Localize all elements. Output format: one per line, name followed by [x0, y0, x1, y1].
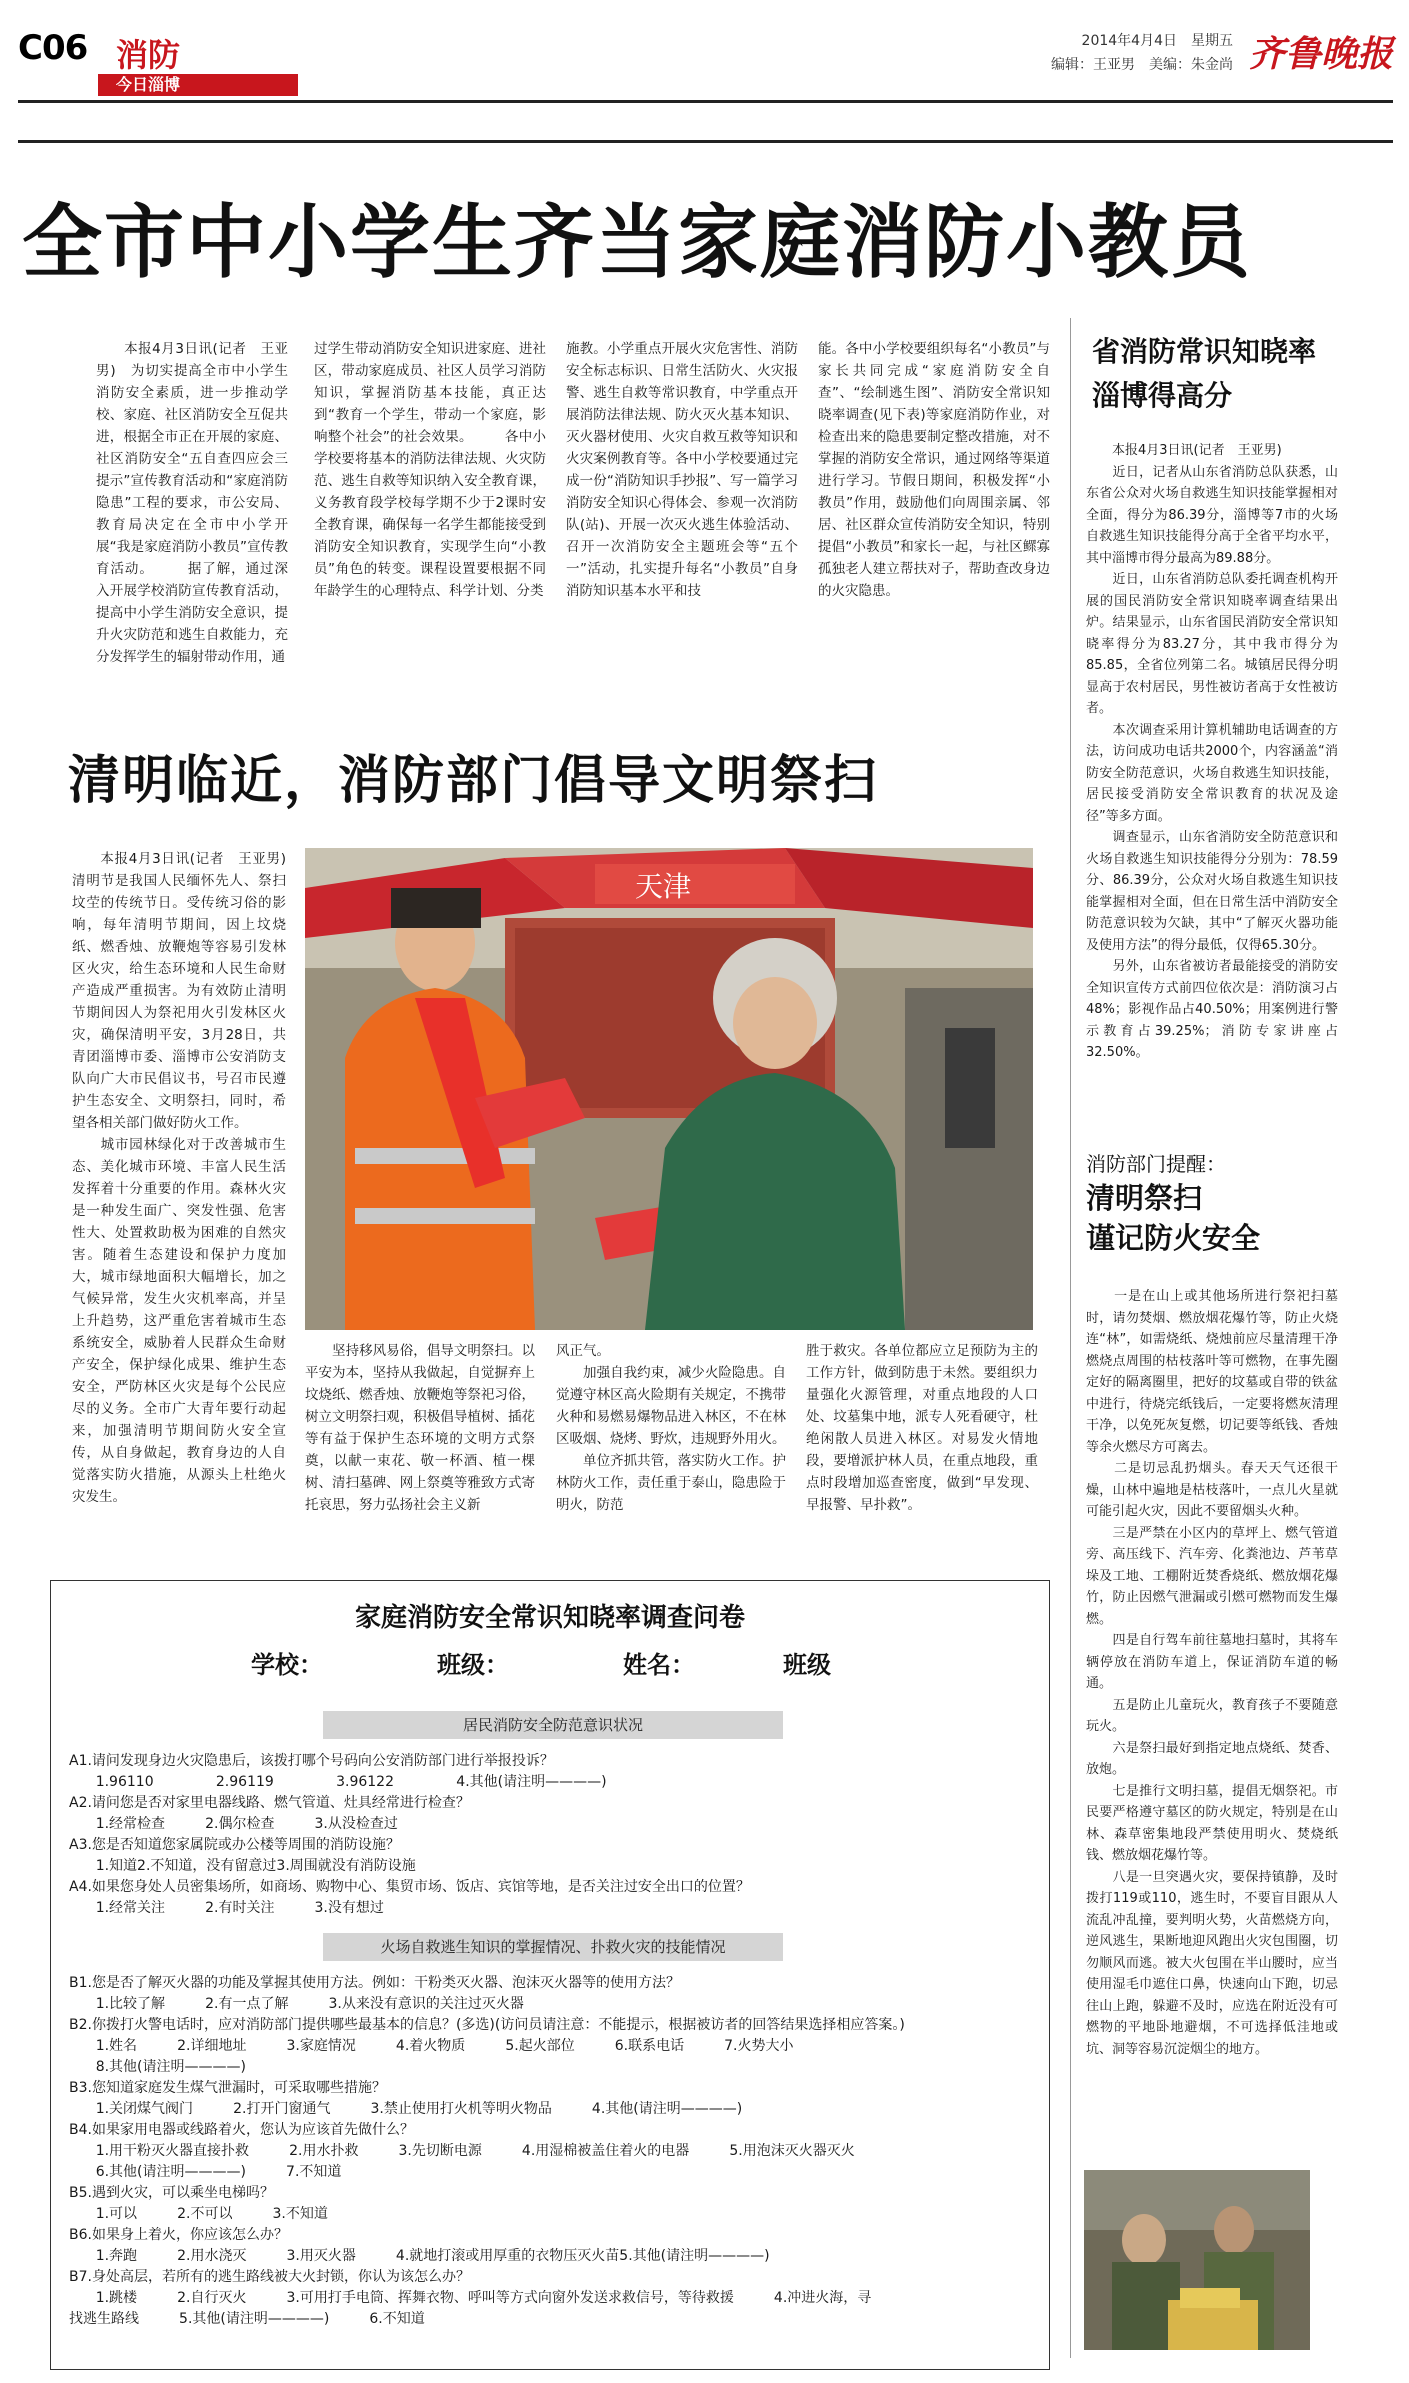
survey-q-b2-opts-2: 8.其他(请注明————) — [69, 2059, 246, 2075]
title-rule — [18, 140, 1393, 143]
article1-col-4: 能。各中小学校要组织每名“小教员”与家长共同完成“家庭消防安全自查”、“绘制逃生图”、消防安全常识知晓率调查(见下表)等家庭消防作业，对检查出来的隐患要制定整改措施，对不掌握的消防安全常识，通过网络等渠道进行学习。节假日期间，积极发挥“小教员”作用，鼓励他们向周围亲属、邻居、社区群众宣传消防安全知识，特别提倡“小教员”和家长一起，与社区鳏寡孤独老人建立帮扶对子，帮助查改身边的火灾隐患。 — [818, 341, 1050, 599]
survey-q-b4-opts: 1.用干粉灭火器直接扑救 2.用水扑救 3.先切断电源 4.用湿棉被盖住着火的电器 5.用泡沫灭火器灭火 — [69, 2143, 855, 2159]
section-name: 消防 — [116, 36, 181, 74]
survey-q-a3-opts: 1.知道2.不知道，没有留意过3.周围就没有消防设施 — [69, 1858, 416, 1874]
main-photo-art — [305, 848, 1033, 1330]
survey-q-b4-opts-2: 6.其他(请注明————) 7.不知道 — [69, 2164, 342, 2180]
headline-2: 清明临近，消防部门倡导文明祭扫 — [68, 751, 879, 811]
survey-q-b6-opts: 1.奔跑 2.用水浇灭 3.用灭火器 4.就地打滚或用厚重的衣物压灭火苗5.其他(请注明————) — [69, 2248, 770, 2264]
article2-lower-col-1: 坚持移风易俗，倡导文明祭扫。以平安为本，坚持从我做起，自觉摒弃上坟烧纸、燃香烛、放鞭炮等祭祀习俗，树立文明祭扫观，积极倡导植树、插花等有益于保护生态环境的文明方式祭奠，以献一束花、敬一杯酒、植一棵树、清扫墓碑、网上祭奠等雅致方式寄托哀思，努力弘扬社会主义新 — [305, 1343, 535, 1513]
tent-banner-text: 天津 — [635, 870, 692, 903]
survey-q-a1-opts: 1.96110 2.96119 3.96122 4.其他(请注明————) — [69, 1774, 607, 1790]
firefighters-photo — [1084, 2170, 1310, 2350]
survey-q-b6: B6.如果身上着火，你应该怎么办？ — [69, 2227, 288, 2243]
survey-q-a1: A1.请问发现身边火灾隐患后，该拨打哪个号码向公安消防部门进行举报投诉？ — [69, 1753, 554, 1769]
survey-section-2-bar: 火场自救逃生知识的掌握情况、扑救火灾的技能情况 — [323, 1933, 783, 1961]
tip-headline-line-1: 清明祭扫 — [1086, 1181, 1203, 1215]
school-label: 学校： — [251, 1651, 323, 1679]
survey-q-b7-opts-2: 找逃生路线 5.其他(请注明————) 6.不知道 — [69, 2311, 425, 2327]
survey-q-b7: B7.身处高层，若所有的逃生路线被大火封锁，你认为该怎么办？ — [69, 2269, 470, 2285]
editors: 编辑：王亚男 美编：朱金尚 — [1051, 57, 1233, 73]
sidebar-headline-line-1: 省消防常识知晓率 — [1092, 335, 1317, 368]
article1-col-3: 施教。小学重点开展火灾危害性、消防安全标志标识、日常生活防火、火灾报警、逃生自救等常识教育，中学重点开展消防法律法规、防火灭火基本知识、灭火器材使用、火灾自救互救等知识和火灾案例教育等。各中小学校要通过完成一份“消防知识手抄报”、写一篇学习消防安全知识心得体会、参观一次消防队(站)、开展一次灭火逃生体验活动、召开一次消防安全主题班会等“五个一”活动，扎实提升每名“小教员”自身消防知识基本水平和技 — [566, 341, 798, 599]
survey-section-1-bar: 居民消防安全防范意识状况 — [323, 1711, 783, 1739]
class-label-2: 班级 — [783, 1651, 831, 1679]
survey-q-b4: B4.如果家用电器或线路着火，您认为应该首先做什么？ — [69, 2122, 414, 2138]
sidebar-headline — [1092, 330, 1316, 418]
firefighters-photo-art — [1084, 2170, 1310, 2350]
tip-text: 一是在山上或其他场所进行祭祀扫墓时，请勿焚烟、燃放烟花爆竹等，防止火烧连“林”，如需烧纸、烧烛前应尽量清理干净燃烧点周围的枯枝落叶等可燃物，在事先圈定好的隔离圈里，把好的坟墓或自带的铁盆中进行，待烧完纸钱后，一定要将燃灰清理干净，以免死灰复燃，切记要等纸钱、香烛等余火燃尽方可离去。 二是切忌乱扔烟头。春天天气还很干燥，山林中遍地是枯枝落叶，一点儿火星就可能引起火灾，因此不要留烟头火种。 三是严禁在小区内的草坪上、燃气管道旁、高压线下、汽车旁、化粪池边、芦苇草垛及工地、工棚附近焚香烧纸、燃放烟花爆竹，防止因燃气泄漏或引燃可燃物而发生爆燃。 四是自行驾车前往墓地扫墓时，其将车辆停放在消防车道上，保证消防车道的畅通。 五是防止儿童玩火，教育孩子不要随意玩火。 六是祭扫最好到指定地点烧纸、焚香、放炮。 七是推行文明扫墓，提倡无烟祭祀。市民要严格遵守墓区的防火规定，特别是在山林、森草密集地段严禁使用明火、焚烧纸钱、燃放烟花爆竹等。 八是一旦突遇火灾，要保持镇静，及时拨打119或110，逃生时，不要盲目跟从人流乱冲乱撞，要判明火势，火苗燃烧方向，逆风逃生，果断地迎风跑出火灾包围圈，切勿顺风而逃。被大火包围在半山腰时，应当使用湿毛巾遮住口鼻，快速向山下跑，切忌往山上跑，躲避不及时，应选在附近没有可燃物的平地卧地避烟，不可选择低洼地或坑、洞等容易沉淀烟尘的地方。 — [1086, 1289, 1338, 2057]
survey-q-b1: B1.您是否了解灭火器的功能及掌握其使用方法。例如：干粉类灭火器、泡沫灭火器等的使用方法？ — [69, 1975, 680, 1991]
survey-q-b3-opts: 1.关闭煤气阀门 2.打开门窗通气 3.禁止使用打火机等明火物品 4.其他(请注明————) — [69, 2101, 743, 2117]
survey-q-b2: B2.你拨打火警电话时，应对消防部门提供哪些最基本的信息？(多选)(访问员请注意：不能提示，根据被访者的回答结果选择相应答案。) — [69, 2017, 905, 2033]
survey-q-b5-opts: 1.可以 2.不可以 3.不知道 — [69, 2206, 328, 2222]
class-label: 班级： — [437, 1651, 509, 1679]
tip-label: 消防部门提醒： — [1086, 1152, 1226, 1176]
survey-q-b7-opts: 1.跳楼 2.自行灭火 3.可用打手电筒、挥舞衣物、呼叫等方式向窗外发送求救信号，等待救援 4.冲进火海，寻 — [69, 2290, 872, 2306]
survey-title: 家庭消防安全常识知晓率调查问卷 — [354, 1603, 745, 1633]
survey-q-b1-opts: 1.比较了解 2.有一点了解 3.从来没有意识的关注过灭火器 — [69, 1996, 524, 2012]
article1-col-1: 本报4月3日讯(记者 王亚男) 为切实提高全市中小学生消防安全素质，进一步推动学校、家庭、社区消防安全互促共进，根据全市正在开展的家庭、社区消防安全“五自查四应会三提示”宣传教育活动和“家庭消防隐患”工程的要求，市公安局、教育局决定在全市中小学开展“我是家庭消防小教员”宣传教育活动。 据了解，通过深入开展学校消防宣传教育活动，提高中小学生消防安全意识，提升火灾防范和逃生自救能力，充分发挥学生的辐射带动作用，通 — [96, 341, 288, 665]
survey-q-b3: B3.您知道家庭发生煤气泄漏时，可采取哪些措施？ — [69, 2080, 386, 2096]
survey-form — [50, 1580, 1050, 2370]
tip-headline — [1086, 1178, 1260, 1258]
name-label: 姓名： — [623, 1651, 695, 1679]
survey-q-b2-opts: 1.姓名 2.详细地址 3.家庭情况 4.着火物质 5.起火部位 6.联系电话 7.火势大小 — [69, 2038, 794, 2054]
sidebar-headline-line-2: 淄博得高分 — [1092, 379, 1233, 412]
survey-q-a3: A3.您是否知道您家属院或办公楼等周围的消防设施？ — [69, 1837, 400, 1853]
sidebar-text: 本报4月3日讯(记者 王亚男) 近日，记者从山东省消防总队获悉，山东省公众对火场自救逃生知识技能掌握相对全面，得分为86.39分，淄博等7市的火场自救逃生知识技能得分高于全省平均水平，其中淄博市得分最高为89.88分。 近日，山东省消防总队委托调查机构开展的国民消防安全常识知晓率调查结果出炉。结果显示，山东省国民消防安全常识知晓率得分为83.27分，其中我市得分为85.85，全省位列第二名。城镇居民得分明显高于农村居民，男性被访者高于女性被访者。 本次调查采用计算机辅助电话调查的方法，访问成功电话共2000个，内容涵盖“消防安全防范意识，火场自救逃生知识技能，居民接受消防安全常识教育的状况及途径”等多方面。 调查显示，山东省消防安全防范意识和火场自救逃生知识技能得分分别为：78.59分、86.39分，公众对火场自救逃生知识技能掌握相对全面，但在日常生活中消防安全防范意识较为欠缺，其中“了解灭火器功能及使用方法”的得分最低，仅得65.30分。 另外，山东省被访者最能接受的消防安全知识宣传方式前四位依次是：消防演习占48%；影视作品占40.50%；用案例进行警示教育占39.25%；消防专家讲座占32.50%。 — [1086, 443, 1338, 1060]
page-header — [18, 20, 1393, 92]
issue-date: 2014年4月4日 星期五 — [1081, 33, 1233, 49]
survey-q-a4-opts: 1.经常关注 2.有时关注 3.没有想过 — [69, 1900, 384, 1916]
masthead-logo: 齐鲁晚报 — [1248, 33, 1393, 75]
headline-1: 全市中小学生齐当家庭消防小教员 — [22, 196, 1252, 289]
column-divider — [1070, 318, 1071, 2358]
tip-headline-line-2: 谨记防火安全 — [1086, 1221, 1261, 1255]
survey-q-a2: A2.请问您是否对家里电器线路、燃气管道、灶具经常进行检查？ — [69, 1795, 470, 1811]
article1-col-2: 过学生带动消防安全知识进家庭、进社区，带动家庭成员、社区人员学习消防知识，掌握消防基本技能，真正达到“教育一个学生，带动一个家庭，影响整个社会”的社会效果。 各中小学校要将基本的消防法律法规、火灾防范、逃生自救等知识纳入安全教育课，义务教育段学校每学期不少于2课时安全教育课，确保每一名学生都能接受到消防安全知识教育，实现学生向“小教员”角色的转变。课程设置要根据不同年龄学生的心理特点、科学计划、分类 — [314, 341, 546, 599]
section-ribbon: 今日淄博 — [98, 74, 298, 96]
article2-lower-col-3: 胜于救灾。各单位都应立足预防为主的工作方针，做到防患于未然。要组织力量强化火源管理，对重点地段的人口处、坟墓集中地，派专人死看硬守，杜绝闲散人员进入林区。对易发火情地段，要增派护林人员，在重点地段，重点时段增加巡查密度，做到“早发现、早报警、早扑救”。 — [806, 1343, 1038, 1513]
article2-lower-col-2: 风正气。 加强自我约束，减少火险隐患。自觉遵守林区高火险期有关规定，不携带火种和易燃易爆物品进入林区，不在林区吸烟、烧烤、野炊，违规野外用火。 单位齐抓共管，落实防火工作。护林防火工作，责任重于泰山，隐患险于明火，防范 — [556, 1343, 786, 1513]
survey-q-a2-opts: 1.经常检查 2.偶尔检查 3.从没检查过 — [69, 1816, 398, 1832]
main-photo — [305, 848, 1033, 1330]
header-rule — [18, 100, 1393, 103]
survey-q-a4: A4.如果您身处人员密集场所，如商场、购物中心、集贸市场、饭店、宾馆等地，是否关注过安全出口的位置？ — [69, 1879, 750, 1895]
article2-left-col: 本报4月3日讯(记者 王亚男) 清明节是我国人民缅怀先人、祭扫坟茔的传统节日。受传统习俗的影响，每年清明节期间，因上坟烧纸、燃香烛、放鞭炮等容易引发林区火灾，给生态环境和人民生命财产造成严重损害。为有效防止清明节期间因人为祭祀用火引发林区火灾，确保清明平安，3月28日，共青团淄博市委、淄博市公安消防支队向广大市民倡议书，号召市民遵护生态安全、文明祭扫，同时，希望各相关部门做好防火工作。 城市园林绿化对于改善城市生态、美化城市环境、丰富人民生活发挥着十分重要的作用。森林火灾是一种发生面广、突发性强、危害性大、处置救助极为困难的自然灾害。随着生态建设和保护力度加大，城市绿地面积大幅增长，加之气候异常，发生火灾机率高，并呈上升趋势，这严重危害着城市生态系统安全，威胁着人民群众生命财产安全，保护绿化成果、维护生态安全，严防林区火灾是每个公民应尽的义务。全市广大青年要行动起来，加强清明节期间防火安全宣传，从自身做起，教育身边的人自觉落实防火措施，从源头上杜绝火灾发生。 — [72, 851, 286, 1505]
page-number: C06 — [18, 28, 88, 68]
survey-q-b5: B5.遇到火灾，可以乘坐电梯吗？ — [69, 2185, 274, 2201]
